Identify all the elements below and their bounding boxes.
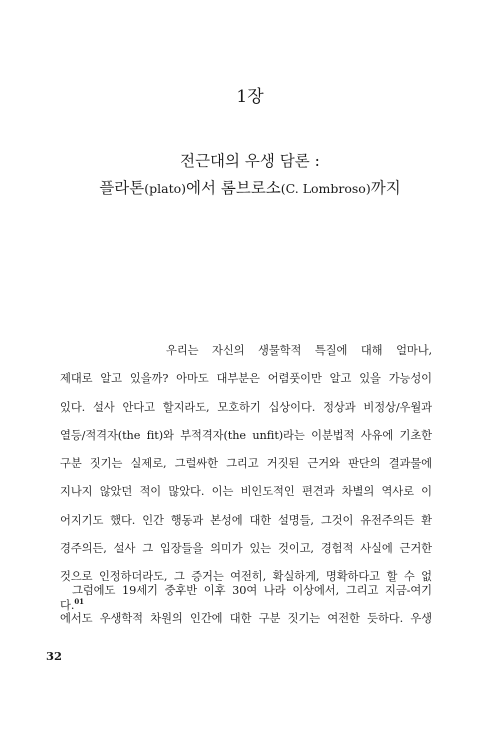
paragraph-line: 구분 짓기는 실제로, 그럴싸한 그리고 거짓된 근거와 판단의 결과물에 [60,457,432,471]
page-number: 32 [46,649,63,663]
paragraph-line: 있다. 설사 안다고 할지라도, 모호하기 십상이다. 정상과 비정상/우월과 [60,400,432,414]
chapter-title-line-1: 전근대의 우생 담론 : [180,152,320,170]
footnote-reference[interactable]: 01 [74,596,84,606]
title-lombroso-korean: 에서 롬브로소 [186,179,281,197]
title-plato-latin: (plato) [144,181,186,196]
title-plato-korean: 플라톤 [99,179,145,197]
paragraph-line: 것으로 인정하더라도, 그 증거는 여전히, 확실하게, 명확하다고 할 수 없 [60,570,432,584]
paragraph-line-text: 다. [60,598,75,612]
paragraph-line: 열등/적격자(the fit)와 부적격자(the unfit)라는 이분법적 사유에 기초한 [60,428,432,442]
paragraph-line: 그럼에도 19세기 중후반 이후 30여 나라 이상에서, 그리고 지금-여기 [72,584,432,597]
chapter-title-line-2 [0,177,500,200]
chapter-heading: 1장 [236,87,264,107]
paragraph-line: 우리는 자신의 생물학적 특질에 대해 얼마나, [166,344,432,357]
title-until: 까지 [370,179,401,197]
paragraph-line: 지나지 않았던 적이 많았다. 이는 비인도적인 편견과 차별의 역사로 이 [60,485,432,499]
paragraph-line: 에서도 우생학적 차원의 인간에 대한 구분 짓기는 여전한 듯하다. 우생 [60,612,432,626]
paragraph-line: 경주의든, 설사 그 입장들을 의미가 있는 것이고, 경험적 사실에 근거한 [60,542,432,556]
title-lombroso-latin: (C. Lombroso) [280,181,371,196]
paragraph-line: 제대로 알고 있을까? 아마도 대부분은 어렴풋이만 알고 있을 가능성이 [60,372,432,386]
body-paragraph-2 [60,577,432,634]
paragraph-line: 어지기도 했다. 인간 행동과 본성에 대한 설명들, 그것이 유전주의든 환 [60,513,432,527]
